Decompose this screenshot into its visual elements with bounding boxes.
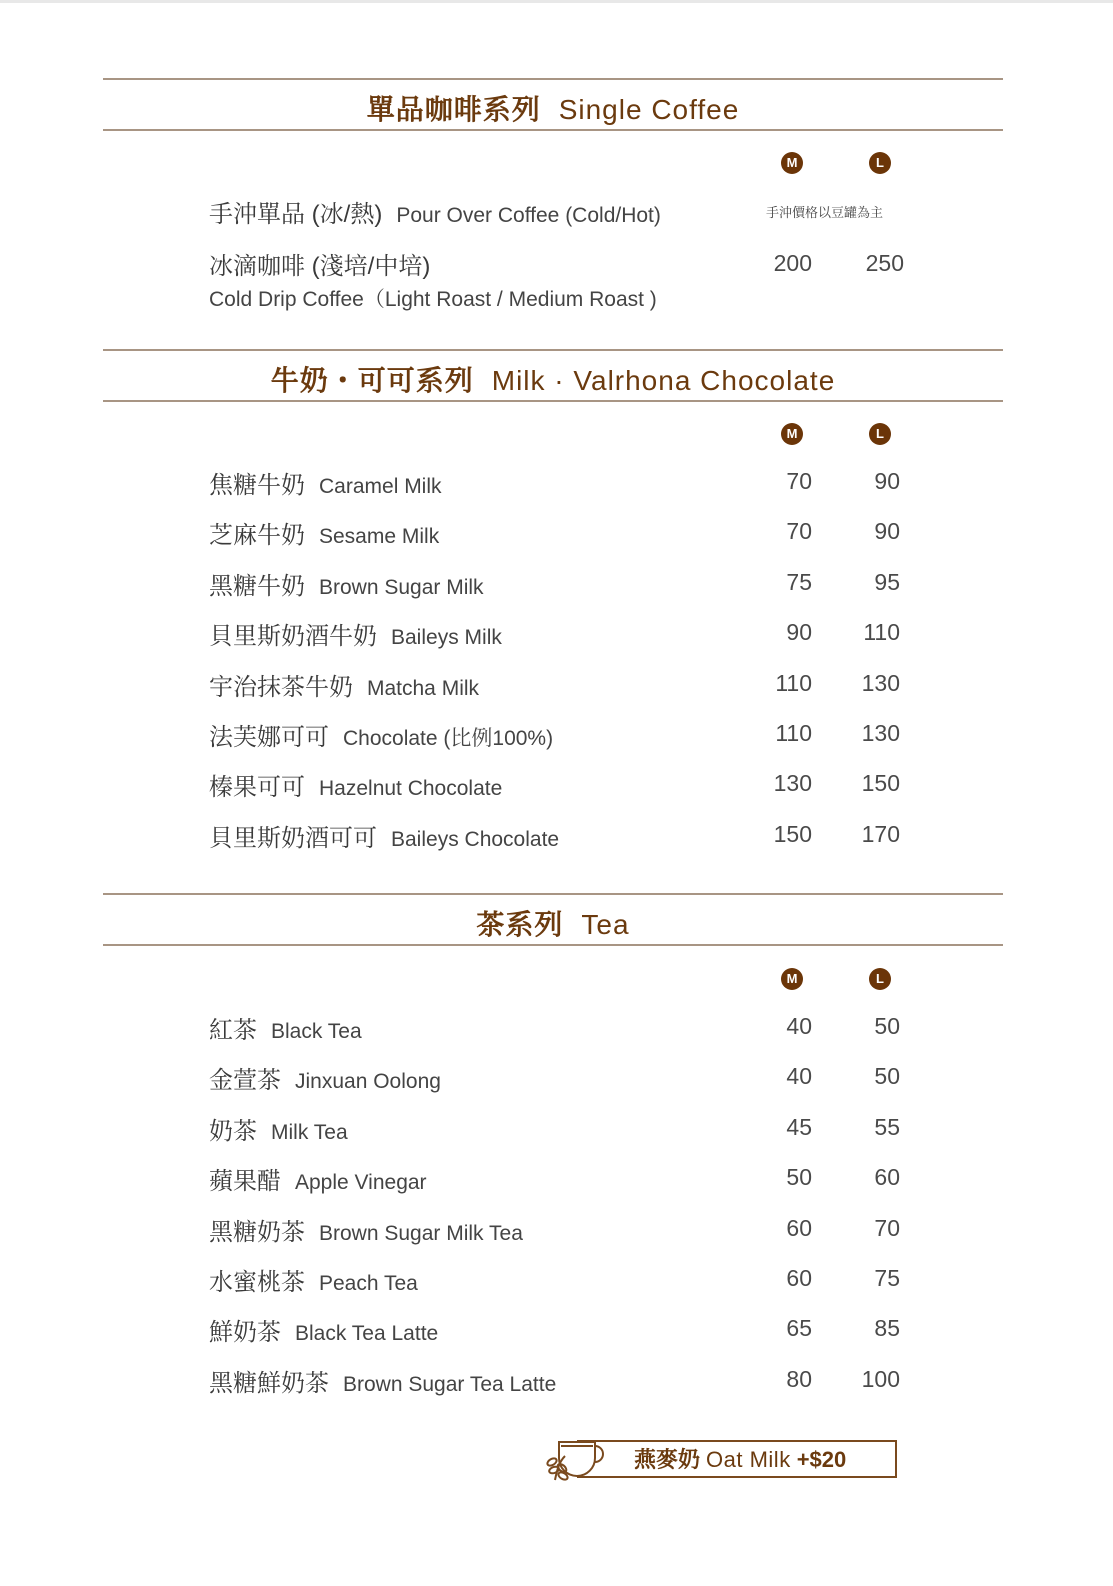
price-large: 250	[865, 250, 904, 276]
item-name-en: Brown Sugar Milk Tea	[319, 1221, 523, 1245]
price-large: 55	[874, 1113, 900, 1140]
price-large: 60	[874, 1164, 900, 1191]
item-name-en: Jinxuan Oolong	[295, 1070, 441, 1094]
menu-item	[209, 515, 439, 555]
item-name-en: Black Tea	[271, 1020, 362, 1043]
price-medium: 70	[786, 468, 812, 494]
item-name-zh: 焦糖牛奶	[209, 472, 305, 499]
item-name-zh: 鮮奶茶	[209, 1319, 281, 1347]
price-large: 50	[874, 1013, 900, 1039]
section-title-single-coffee	[103, 88, 1003, 128]
menu-item	[209, 1111, 348, 1151]
item-name-zh: 宇治抹茶牛奶	[209, 673, 353, 701]
price-large: 90	[874, 518, 900, 545]
menu-item	[209, 566, 484, 606]
item-name-zh: 貝里斯奶酒牛奶	[209, 623, 377, 651]
item-name-en: Pour Over Coffee (Cold/Hot)	[396, 204, 661, 227]
item-name-en: Baileys Milk	[391, 626, 502, 650]
price-large: 95	[874, 568, 900, 595]
item-name-en: Peach Tea	[319, 1272, 418, 1295]
size-medium-badge: M	[781, 423, 803, 445]
size-large-badge: L	[869, 152, 891, 174]
menu-item	[209, 616, 502, 656]
size-large-badge: L	[869, 968, 891, 990]
menu-item	[209, 1010, 362, 1050]
price-large: 130	[861, 720, 900, 746]
menu-item	[209, 194, 661, 234]
item-name-zh: 榛果可可	[209, 774, 305, 802]
item-name-zh: 蘋果醋	[209, 1168, 281, 1196]
price-large: 90	[874, 468, 900, 494]
menu-item	[209, 1212, 523, 1252]
size-large-badge: L	[869, 423, 891, 445]
price-medium: 75	[786, 568, 812, 595]
price-medium: 110	[775, 669, 812, 696]
addon-amount: +$20	[796, 1447, 847, 1472]
item-name-zh: 奶茶	[209, 1117, 257, 1145]
item-name-zh: 水蜜桃茶	[209, 1269, 305, 1296]
item-name-en: Caramel Milk	[319, 475, 442, 498]
addon-en: Oat Milk	[706, 1447, 791, 1472]
section-title-en: Tea	[581, 909, 630, 940]
menu-item	[209, 1262, 418, 1302]
price-medium: 150	[773, 820, 812, 847]
section-divider-top	[103, 349, 1003, 351]
section-divider-bottom	[103, 129, 1003, 131]
item-name-en: Black Tea Latte	[295, 1322, 439, 1346]
item-name-en: Sesame Milk	[319, 525, 440, 549]
item-name-en: Brown Sugar Milk	[319, 575, 484, 599]
section-title-tea	[103, 903, 1003, 943]
price-medium: 40	[786, 1063, 812, 1090]
item-name-en: Apple Vinegar	[295, 1171, 427, 1195]
size-medium-badge: M	[781, 152, 803, 174]
section-title-en: Single Coffee	[558, 94, 740, 125]
price-large: 110	[863, 619, 900, 646]
top-edge-shade	[0, 0, 1113, 3]
price-medium: 80	[786, 1365, 812, 1392]
section-divider-top	[103, 78, 1003, 80]
price-medium: 200	[773, 250, 812, 276]
section-divider-top	[103, 893, 1003, 895]
price-medium: 65	[786, 1315, 812, 1342]
item-name-zh: 金萱茶	[209, 1067, 281, 1095]
price-medium: 110	[775, 720, 812, 746]
item-name-zh: 黑糖鮮奶茶	[209, 1369, 329, 1397]
section-title-zh: 單品咖啡系列	[366, 94, 541, 125]
menu-item	[209, 1312, 438, 1352]
price-medium: 60	[786, 1265, 812, 1291]
price-medium: 70	[786, 518, 812, 545]
item-name-en: Brown Sugar Tea Latte	[343, 1372, 557, 1396]
menu-item	[209, 246, 430, 286]
item-name-zh: 手沖單品 (冰/熱)	[209, 201, 383, 228]
item-name-zh: 芝麻牛奶	[209, 522, 305, 550]
item-name-zh: 貝里斯奶酒可可	[209, 824, 377, 852]
price-medium: 45	[786, 1113, 812, 1140]
section-divider-bottom	[103, 400, 1003, 402]
item-name-en: Chocolate (比例100%)	[343, 727, 554, 750]
section-title-milk-chocolate	[103, 359, 1003, 399]
size-medium-badge: M	[781, 968, 803, 990]
item-name-zh: 法芙娜可可	[209, 724, 329, 751]
item-name-zh: 紅茶	[209, 1017, 257, 1044]
menu-item	[209, 818, 559, 858]
menu-item	[209, 717, 553, 757]
price-large: 70	[874, 1214, 900, 1241]
price-medium: 50	[786, 1164, 812, 1191]
price-medium: 90	[786, 619, 812, 646]
section-title-zh: 茶系列	[476, 909, 564, 940]
price-note: 手沖價格以豆罐為主	[766, 205, 884, 220]
item-name-en: Milk Tea	[271, 1120, 348, 1144]
price-large: 100	[861, 1365, 900, 1392]
section-divider-bottom	[103, 944, 1003, 946]
item-name-en: Baileys Chocolate	[391, 827, 560, 851]
section-title-en: Milk · Valrhona Chocolate	[491, 365, 836, 396]
section-title-zh: 牛奶・可可系列	[270, 365, 474, 396]
price-large: 50	[874, 1063, 900, 1090]
item-name-zh: 黑糖牛奶	[209, 572, 305, 600]
menu-item	[209, 1060, 441, 1100]
item-name-en: Cold Drip Coffee（Light Roast / Medium Roast )	[209, 288, 657, 311]
menu-item	[209, 667, 479, 707]
price-large: 170	[861, 820, 900, 847]
addon-label	[634, 1443, 846, 1474]
price-medium: 130	[773, 770, 812, 797]
price-large: 85	[874, 1315, 900, 1342]
menu-item	[209, 767, 502, 807]
item-name-zh: 黑糖奶茶	[209, 1218, 305, 1246]
item-name-en: Matcha Milk	[367, 676, 480, 700]
price-medium: 60	[786, 1214, 812, 1241]
price-medium: 40	[786, 1013, 812, 1039]
price-large: 130	[861, 669, 900, 696]
addon-zh: 燕麥奶	[634, 1447, 701, 1472]
menu-item	[209, 1161, 427, 1201]
menu-item	[209, 1363, 556, 1403]
menu-item	[209, 465, 442, 505]
item-name-en: Hazelnut Chocolate	[319, 777, 503, 801]
item-name-zh: 冰滴咖啡 (淺培/中培)	[209, 253, 431, 280]
price-large: 75	[874, 1265, 900, 1291]
price-large: 150	[861, 770, 900, 797]
